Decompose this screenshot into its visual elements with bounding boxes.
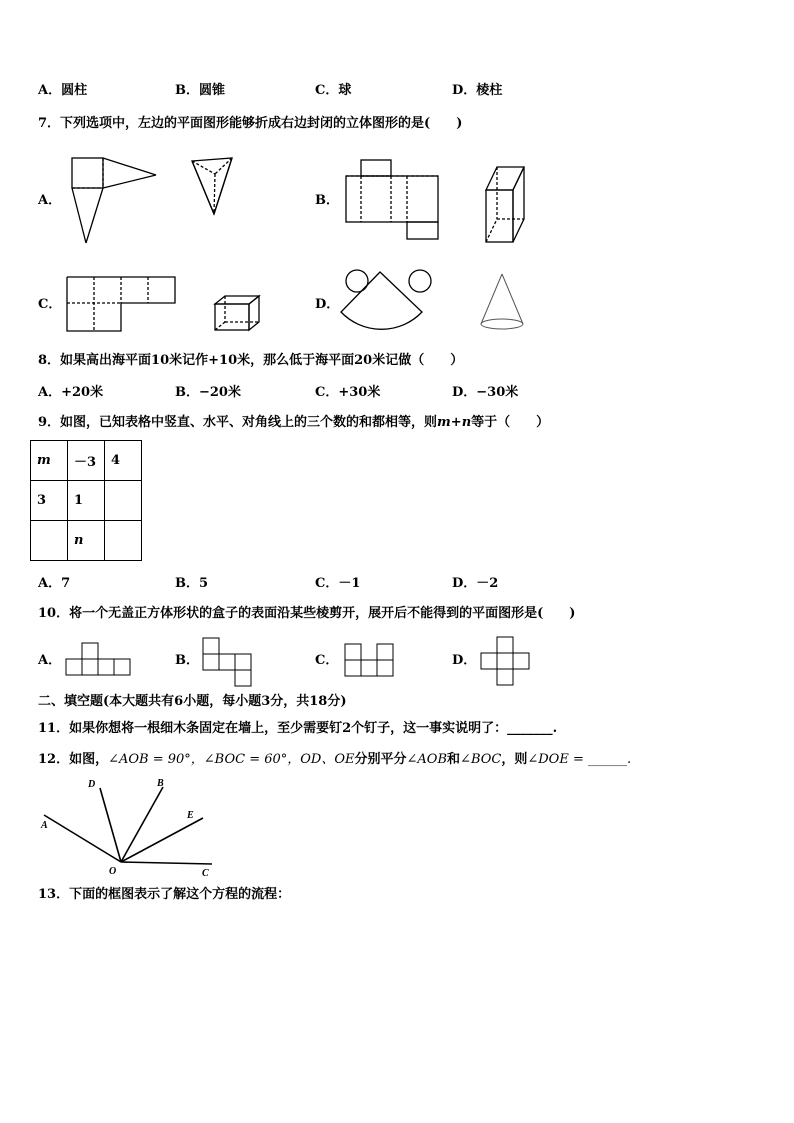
- q12-math-2: ∠AOB: [406, 752, 448, 767]
- q12-text-mid: 分别平分: [354, 752, 407, 767]
- q12-math-1: ∠AOB = 90°，∠BOC = 60°，OD、OE: [108, 752, 355, 767]
- q8-option-c: C．+30米: [315, 385, 381, 400]
- q10-stem: 10．将一个无盖正方体形状的盒子的表面沿某些棱剪开，展开后不能得到的平面图形是( ): [38, 606, 576, 621]
- q8-option-a: A．+20米: [38, 385, 104, 400]
- q10-label-c: C．: [315, 653, 339, 668]
- q12-math-4: ∠DOE = ______.: [527, 752, 632, 767]
- label-e: E: [187, 810, 194, 821]
- q6-option-d: D．棱柱: [452, 83, 503, 98]
- label-o: O: [109, 866, 117, 877]
- q9-stem-math: m+n: [437, 415, 472, 430]
- q9-cell: m: [31, 441, 68, 481]
- section-heading: 二、填空题(本大题共有6小题，每小题3分，共18分): [38, 694, 347, 709]
- q9-option-c: C．－1: [315, 576, 361, 591]
- q13-stem: 13．下面的框图表示了解这个方程的流程：: [38, 887, 291, 902]
- q9-cell: 3: [31, 481, 68, 521]
- q12-text-post: ，则: [501, 752, 528, 767]
- q8-option-d: D．−30米: [452, 385, 519, 400]
- q6-option-a: A．圆柱: [38, 83, 88, 98]
- label-c: C: [202, 868, 209, 879]
- q10-label-b: B．: [175, 653, 199, 668]
- label-b: B: [157, 778, 164, 789]
- label-a: A: [41, 820, 48, 831]
- q10-label-a: A．: [38, 653, 62, 668]
- q7-label-d: D．: [315, 297, 340, 312]
- q12-math-3: ∠BOC: [460, 752, 502, 767]
- label-d: D: [88, 779, 96, 790]
- q6-option-b: B．圆锥: [175, 83, 225, 98]
- q8-stem: 8．如果高出海平面10米记作+10米，那么低于海平面20米记做（ ）: [38, 353, 464, 368]
- q12-text-pre: 12．如图，: [38, 752, 109, 767]
- q11-stem: 11．如果你想将一根细木条固定在墙上，至少需要钉2个钉子，这一事实说明了：_______.: [38, 721, 558, 736]
- q7-label-a: A．: [38, 193, 62, 208]
- q6-option-c: C．球: [315, 83, 352, 98]
- q9-cell: 1: [68, 481, 105, 521]
- q10-label-d: D．: [452, 653, 477, 668]
- q7-label-b: B．: [315, 193, 339, 208]
- q9-option-d: D．－2: [452, 576, 499, 591]
- q9-option-a: A．7: [38, 576, 71, 591]
- q9-cell: n: [68, 521, 105, 561]
- q7-label-c: C．: [38, 297, 62, 312]
- q9-cell: －3: [68, 441, 105, 481]
- q7-stem: 7．下列选项中，左边的平面图形能够折成右边封闭的立体图形的是( ): [38, 116, 463, 131]
- q9-stem-post: 等于（ ）: [471, 415, 550, 430]
- q9-stem-pre: 9．如图，已知表格中竖直、水平、对角线上的三个数的和都相等，则: [38, 415, 438, 430]
- ray-oc: [121, 862, 212, 864]
- q12-text-and: 和: [447, 752, 461, 767]
- q9-option-b: B．5: [175, 576, 209, 591]
- q9-cell: 4: [105, 441, 142, 481]
- q8-option-b: B．−20米: [175, 385, 241, 400]
